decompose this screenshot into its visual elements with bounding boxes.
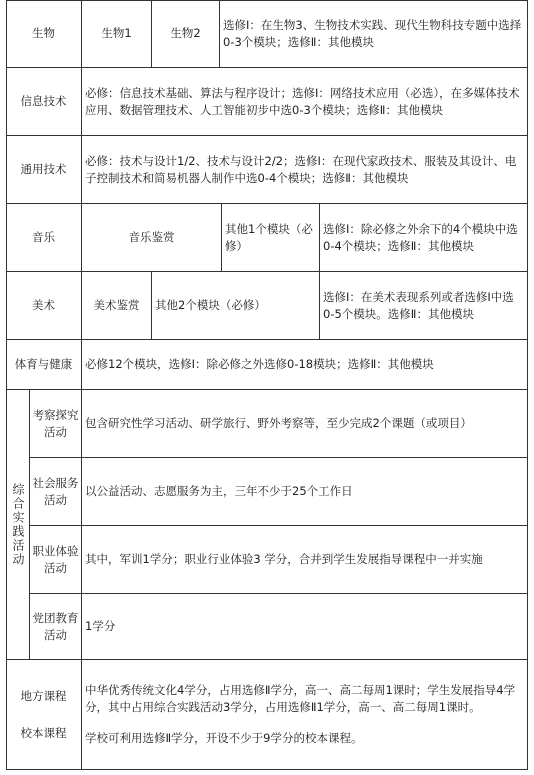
practice-item-name: [30, 390, 82, 458]
subject-practice: [6, 390, 30, 660]
art-module-1: [82, 272, 152, 340]
description-text: 必修：技术与设计1/2、技术与设计2/2；选修Ⅰ：在现代家政技术、服装及其设计、电子控制技术和简易机器人制作中选0-4个模块；选修Ⅱ：其他模块: [85, 153, 517, 185]
subject-local-school: [6, 660, 82, 770]
subject-label: 综合实践活动: [11, 482, 25, 567]
module-label: 美术鉴赏: [93, 298, 140, 312]
art-module-2: [152, 272, 320, 340]
practice-name-text: 考察探究活动: [32, 407, 79, 439]
subject-pe: [6, 340, 82, 390]
description-text: 必修12个模块，选修Ⅰ：除必修之外选修0-18模块；选修Ⅱ：其他模块: [85, 357, 434, 371]
practice-name-text: 党团教育活动: [32, 610, 79, 642]
subject-label: 音乐: [32, 230, 55, 244]
biology-elective: [220, 0, 528, 68]
subject-music: [6, 204, 82, 272]
pe-description: [82, 340, 528, 390]
practice-name-text: 社会服务活动: [32, 475, 79, 507]
practice-desc-text: 其中，军训1学分；职业行业体验3 学分，合并到学生发展指导课程中一并实施: [85, 552, 483, 566]
practice-item-name: [30, 594, 82, 660]
practice-name-text: 职业体验活动: [32, 543, 79, 575]
elective-text: 选修Ⅰ：在美术表现系列或者选修Ⅰ中选0-5个模块。选修Ⅱ：其他模块: [323, 289, 514, 321]
practice-desc-text: 以公益活动、志愿服务为主，三年不少于25个工作日: [85, 484, 353, 498]
subject-art: [6, 272, 82, 340]
description-text: 必修：信息技术基础、算法与程序设计；选修Ⅰ：网络技术应用（必选），在多媒体技术应用、数据管理技术、人工智能初步中选0-3个模块；选修Ⅱ：其他模块: [85, 85, 520, 117]
music-module-1: [82, 204, 222, 272]
subject-biology: [6, 0, 82, 68]
elective-text: 选修Ⅰ：除必修之外余下的4个模块中选0-4个模块；选修Ⅱ：其他模块: [323, 221, 518, 253]
biology-module-1: [82, 0, 152, 68]
general-tech-description: [82, 136, 528, 204]
subject-label: 信息技术: [20, 94, 67, 108]
module-label: 其他1个模块（必修）: [225, 221, 313, 253]
module-label: 生物1: [101, 26, 132, 40]
music-module-2: [222, 204, 320, 272]
practice-desc-text: 1学分: [85, 619, 116, 633]
elective-text: 选修Ⅰ：在生物3、生物技术实践、现代生物科技专题中选择0-3个模块；选修Ⅱ：其他模块: [223, 17, 522, 49]
module-label: 生物2: [170, 26, 201, 40]
biology-module-2: [152, 0, 220, 68]
practice-desc-text: 包含研究性学习活动、研学旅行、野外考察等，至少完成2个课题（或项目）: [85, 416, 472, 430]
practice-item-desc: [82, 594, 528, 660]
practice-item-name: [30, 526, 82, 594]
subject-label: 生物: [32, 26, 55, 40]
practice-item-name: [30, 458, 82, 526]
it-description: [82, 68, 528, 136]
school-course-text: 学校可利用选修Ⅱ学分，开设不少于9学分的校本课程。: [85, 731, 363, 745]
module-label: 音乐鉴赏: [128, 230, 175, 244]
practice-item-desc: [82, 390, 528, 458]
subject-label: 美术: [32, 298, 55, 312]
local-course-text: 中华优秀传统文化4学分，占用选修Ⅱ学分，高一、高二每周1课时；学生发展指导4学分，其中占用综合实践活动3学分，占用选修Ⅱ1学分，高一、高二每周1课时。: [85, 683, 516, 714]
subject-label: 校本课程: [20, 725, 67, 740]
curriculum-table: [6, 0, 528, 770]
subject-general-tech: [6, 136, 82, 204]
practice-item-desc: [82, 458, 528, 526]
subject-label: 通用技术: [20, 162, 67, 176]
subject-label: 体育与健康: [14, 357, 73, 371]
subject-it: [6, 68, 82, 136]
local-school-description: [82, 660, 528, 770]
module-label: 其他2个模块（必修）: [155, 298, 266, 312]
subject-label: 地方课程: [20, 688, 67, 703]
art-elective: [320, 272, 528, 340]
music-elective: [320, 204, 528, 272]
practice-item-desc: [82, 526, 528, 594]
